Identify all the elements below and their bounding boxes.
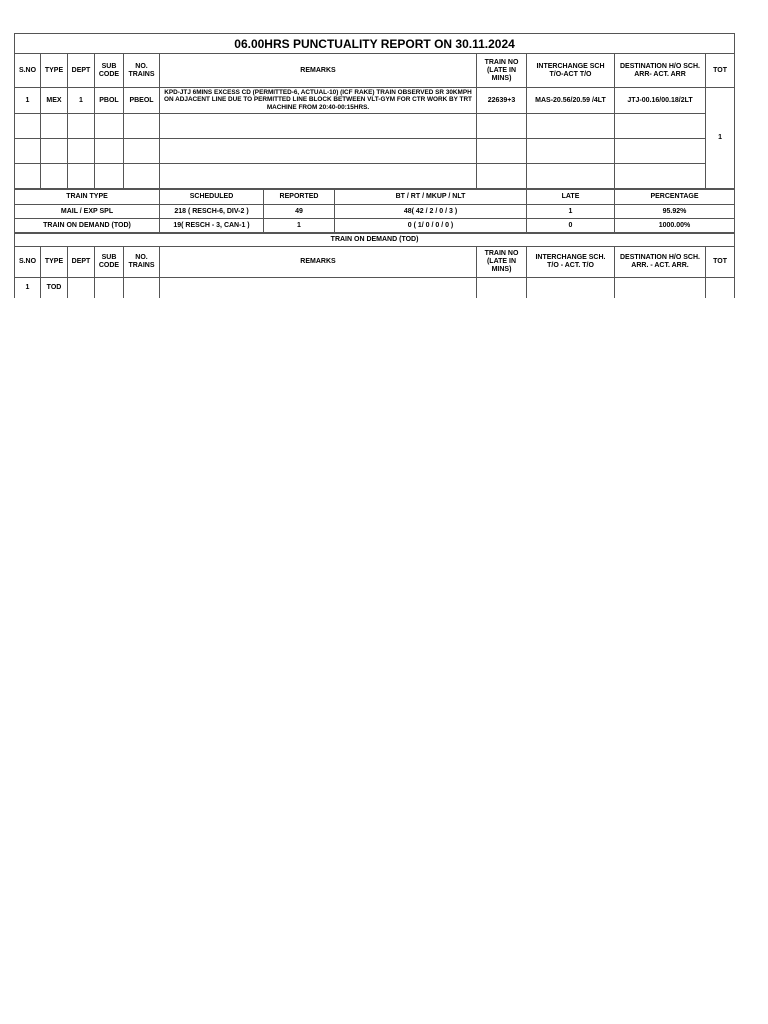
- summary-header-bt: BT / RT / MKUP / NLT: [335, 190, 527, 205]
- summary-header-row: [15, 190, 735, 205]
- tod-header-sno: S.NO: [15, 247, 41, 278]
- header-tot: TOT: [706, 54, 735, 88]
- summary-reported: 49: [264, 205, 335, 219]
- cell-tot: 1: [706, 88, 735, 189]
- header-type: TYPE: [41, 54, 68, 88]
- summary-reported: 1: [264, 219, 335, 233]
- cell-sno: 1: [15, 88, 41, 114]
- summary-header-scheduled: SCHEDULED: [160, 190, 264, 205]
- header-sub-code: SUB CODE: [95, 54, 124, 88]
- tod-header-row: [15, 247, 735, 278]
- tod-header-sub-code: SUB CODE: [95, 247, 124, 278]
- tod-header-train-no: TRAIN NO (LATE IN MINS): [477, 247, 527, 278]
- summary-table: [14, 189, 735, 233]
- summary-bt: 0 ( 1/ 0 / 0 / 0 ): [335, 219, 527, 233]
- summary-header-late: LATE: [527, 190, 615, 205]
- tod-section-title: TRAIN ON DEMAND (TOD): [15, 234, 735, 247]
- summary-row: [15, 219, 735, 233]
- header-destination: DESTINATION H/O SCH. ARR- ACT. ARR: [615, 54, 706, 88]
- table-row-empty: [15, 114, 735, 139]
- tod-header-interchange: INTERCHANGE SCH. T/O - ACT. T/O: [527, 247, 615, 278]
- summary-bt: 48( 42 / 2 / 0 / 3 ): [335, 205, 527, 219]
- cell-dept: 1: [68, 88, 95, 114]
- summary-train-type: MAIL / EXP SPL: [15, 205, 160, 219]
- tod-header-no-trains: NO. TRAINS: [124, 247, 160, 278]
- header-dept: DEPT: [68, 54, 95, 88]
- header-interchange: INTERCHANGE SCH T/O-ACT T/O: [527, 54, 615, 88]
- summary-percentage: 95.92%: [615, 205, 735, 219]
- cell-train-no: 22639+3: [477, 88, 527, 114]
- summary-percentage: 1000.00%: [615, 219, 735, 233]
- summary-header-reported: REPORTED: [264, 190, 335, 205]
- punctuality-report-sheet: [14, 33, 734, 298]
- tod-table: [14, 233, 735, 298]
- cell-no-trains: PBEOL: [124, 88, 160, 114]
- tod-row: [15, 278, 735, 299]
- summary-late: 1: [527, 205, 615, 219]
- cell-sub-code: PBOL: [95, 88, 124, 114]
- cell-type: MEX: [41, 88, 68, 114]
- summary-late: 0: [527, 219, 615, 233]
- table-row-empty: [15, 139, 735, 164]
- punctuality-table: [14, 33, 735, 189]
- summary-scheduled: 19( RESCH - 3, CAN-1 ): [160, 219, 264, 233]
- header-remarks: REMARKS: [160, 54, 477, 88]
- tod-header-tot: TOT: [706, 247, 735, 278]
- tod-header-remarks: REMARKS: [160, 247, 477, 278]
- tod-cell-sno: 1: [15, 278, 41, 299]
- header-train-no: TRAIN NO (LATE IN MINS): [477, 54, 527, 88]
- summary-train-type: TRAIN ON DEMAND (TOD): [15, 219, 160, 233]
- cell-destination: JTJ-00.16/00.18/2LT: [615, 88, 706, 114]
- tod-cell-type: TOD: [41, 278, 68, 299]
- table-row-empty: [15, 164, 735, 189]
- cell-remarks: KPD-JTJ 6MINS EXCESS CD (PERMITTED-6, ACTUAL-10) (ICF RAKE) TRAIN OBSERVED SR 30KMPH ON ADJACENT LINE DUE TO PERMITTED LINE BLOCK BETWEEN VLT-GYM FOR CTR WORK BY TRT MACHINE FROM 20:40-00:15HRS.: [160, 88, 477, 114]
- table-header-row: [15, 54, 735, 88]
- summary-header-train-type: TRAIN TYPE: [15, 190, 160, 205]
- summary-scheduled: 218 ( RESCH-6, DIV-2 ): [160, 205, 264, 219]
- summary-header-percentage: PERCENTAGE: [615, 190, 735, 205]
- tod-header-destination: DESTINATION H/O SCH. ARR. - ACT. ARR.: [615, 247, 706, 278]
- tod-header-type: TYPE: [41, 247, 68, 278]
- tod-header-dept: DEPT: [68, 247, 95, 278]
- summary-row: [15, 205, 735, 219]
- cell-interchange: MAS-20.56/20.59 /4LT: [527, 88, 615, 114]
- table-row: [15, 88, 735, 114]
- header-no-trains: NO. TRAINS: [124, 54, 160, 88]
- header-sno: S.NO: [15, 54, 41, 88]
- report-title: 06.00HRS PUNCTUALITY REPORT ON 30.11.2024: [15, 34, 735, 54]
